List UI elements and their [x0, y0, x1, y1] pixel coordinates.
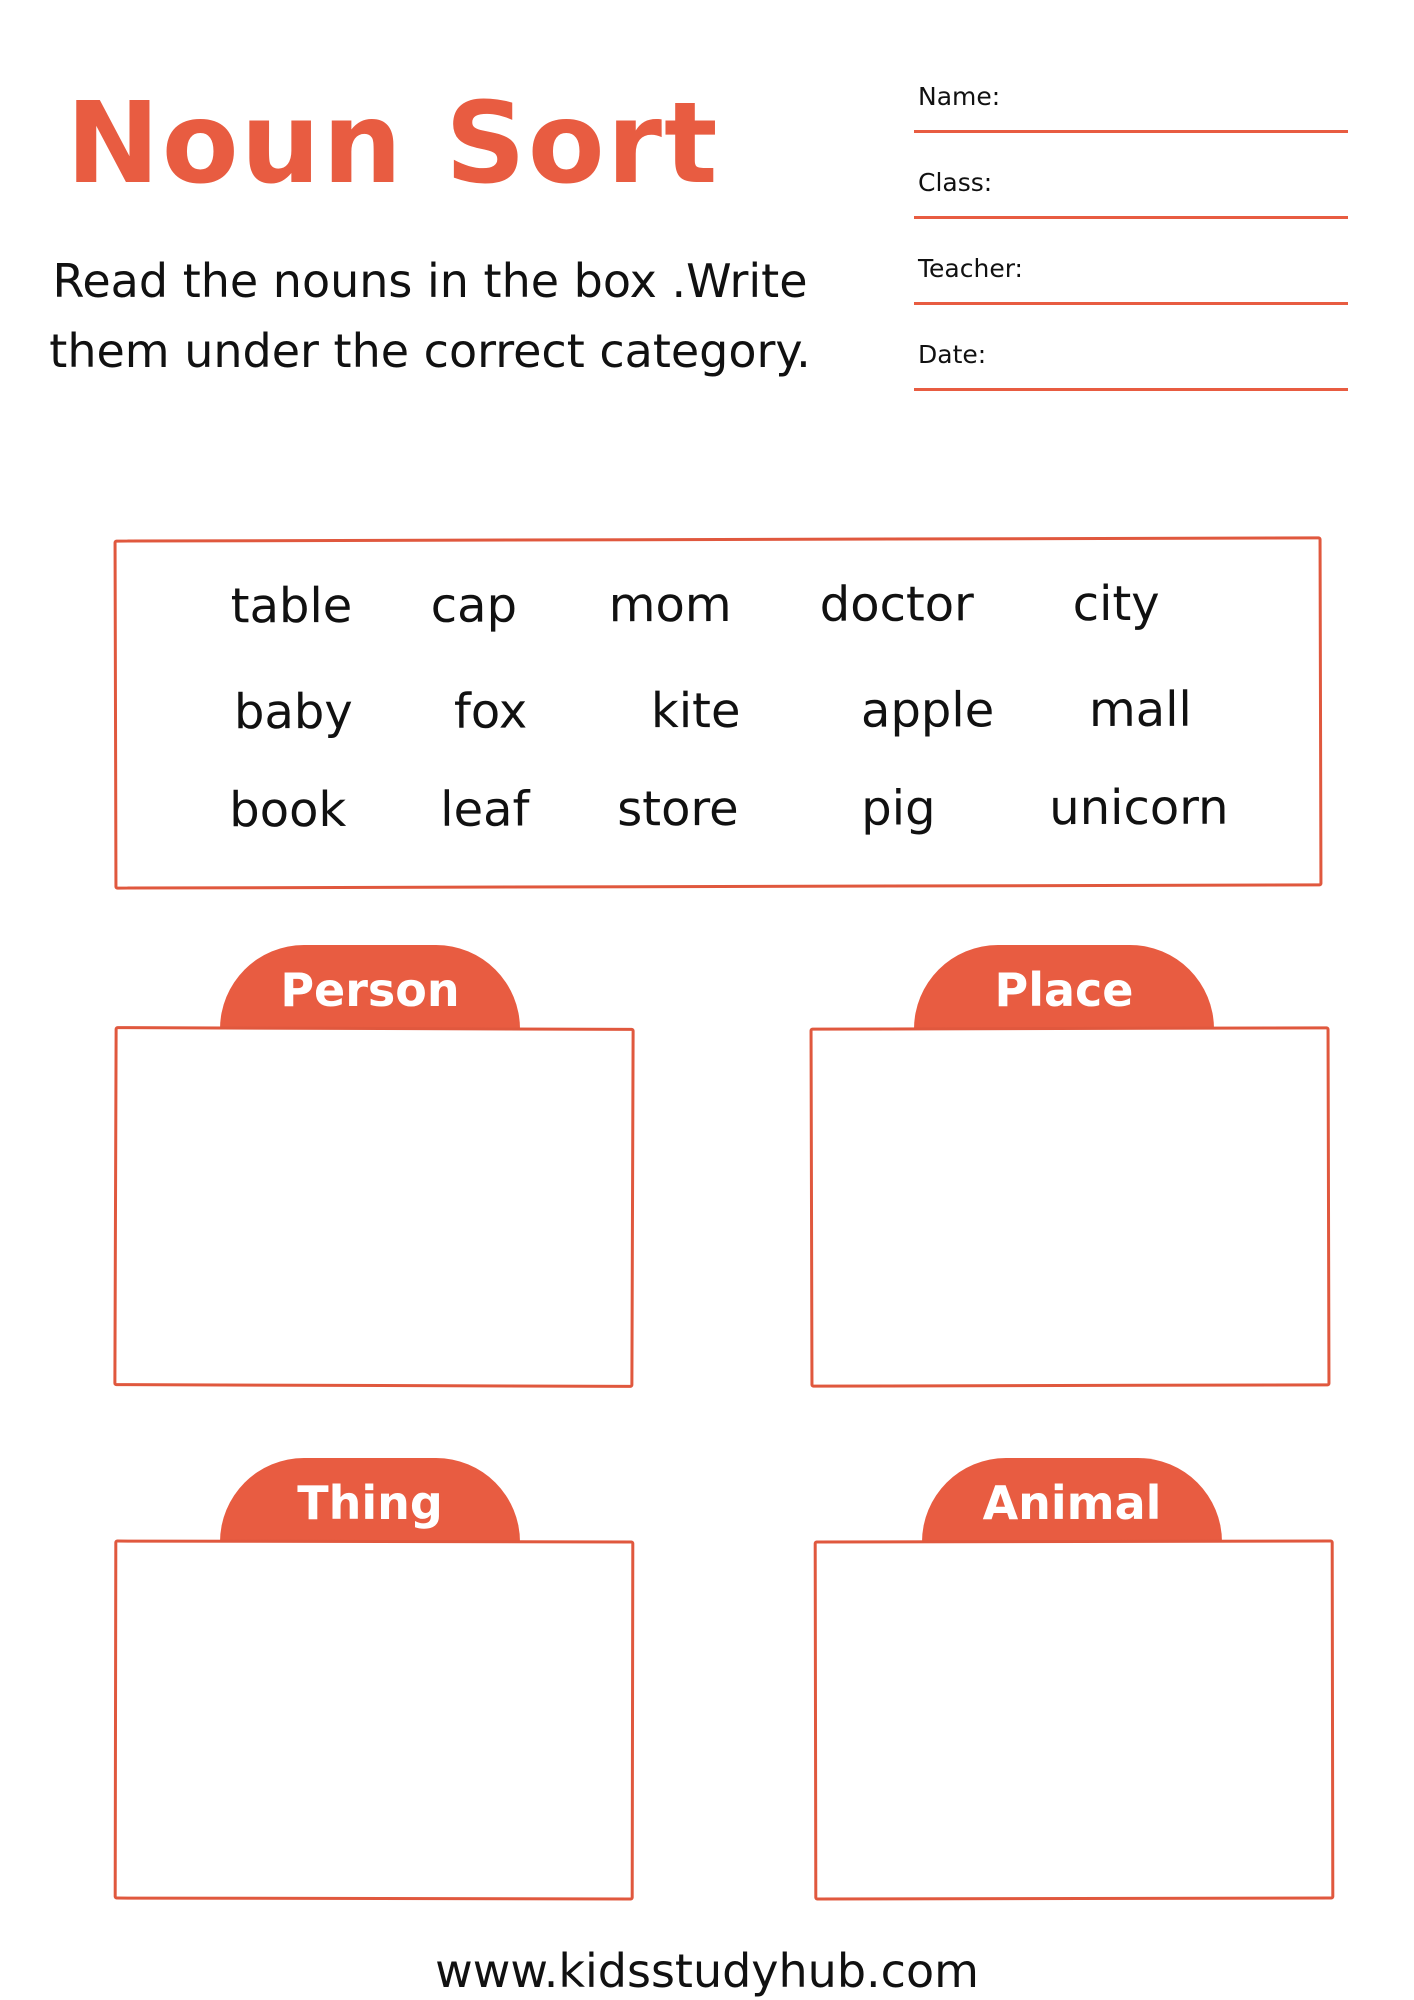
date-label: Date: — [918, 340, 987, 369]
category-animal-box[interactable] — [814, 1540, 1335, 1901]
category-thing-label: Thing — [297, 1476, 443, 1530]
class-field[interactable] — [914, 164, 1348, 250]
word-item: mall — [1088, 681, 1192, 739]
word-item: apple — [860, 682, 995, 739]
word-bank-row-3 — [117, 779, 1319, 842]
word-item: baby — [233, 683, 353, 741]
instructions-line-2: them under the correct category. — [49, 324, 811, 378]
word-item: fox — [453, 683, 528, 740]
name-label: Name: — [918, 82, 1001, 111]
word-item: cap — [430, 577, 518, 634]
category-thing-box[interactable] — [114, 1540, 635, 1901]
word-item: store — [617, 780, 739, 838]
footer-website: www.kidsstudyhub.com — [435, 1944, 979, 1998]
word-item: pig — [861, 780, 936, 837]
word-bank-row-1 — [117, 575, 1319, 638]
instructions — [40, 246, 820, 386]
category-animal-label: Animal — [982, 1476, 1162, 1530]
name-field[interactable] — [914, 78, 1348, 164]
word-bank-box — [114, 536, 1323, 889]
word-bank-row-2 — [117, 681, 1319, 744]
class-line — [914, 216, 1348, 219]
teacher-field[interactable] — [914, 250, 1348, 336]
teacher-label: Teacher: — [918, 254, 1023, 283]
word-item: table — [230, 577, 353, 635]
word-item: city — [1072, 575, 1160, 633]
category-place-tab — [914, 945, 1214, 1029]
student-info-fields — [914, 78, 1348, 422]
category-thing[interactable] — [114, 1476, 634, 1900]
word-item: book — [229, 781, 347, 839]
word-item: doctor — [819, 576, 974, 633]
category-animal-tab — [922, 1458, 1222, 1542]
category-person[interactable] — [114, 963, 634, 1387]
instructions-line-1: Read the nouns in the box .Write — [52, 254, 808, 308]
date-field[interactable] — [914, 336, 1348, 422]
word-item: unicorn — [1049, 779, 1229, 837]
word-item: kite — [650, 682, 741, 740]
class-label: Class: — [918, 168, 993, 197]
word-item: mom — [608, 576, 732, 634]
category-person-label: Person — [280, 963, 460, 1017]
name-line — [914, 130, 1348, 133]
category-place-box[interactable] — [810, 1026, 1331, 1387]
worksheet-title: Noun Sort — [66, 79, 720, 209]
teacher-line — [914, 302, 1348, 305]
category-place-label: Place — [994, 963, 1134, 1017]
date-line — [914, 388, 1348, 391]
category-animal[interactable] — [814, 1476, 1334, 1900]
category-person-box[interactable] — [113, 1026, 634, 1388]
category-place[interactable] — [810, 963, 1330, 1387]
category-person-tab — [220, 945, 520, 1029]
category-thing-tab — [220, 1458, 520, 1542]
word-item: leaf — [440, 781, 530, 838]
